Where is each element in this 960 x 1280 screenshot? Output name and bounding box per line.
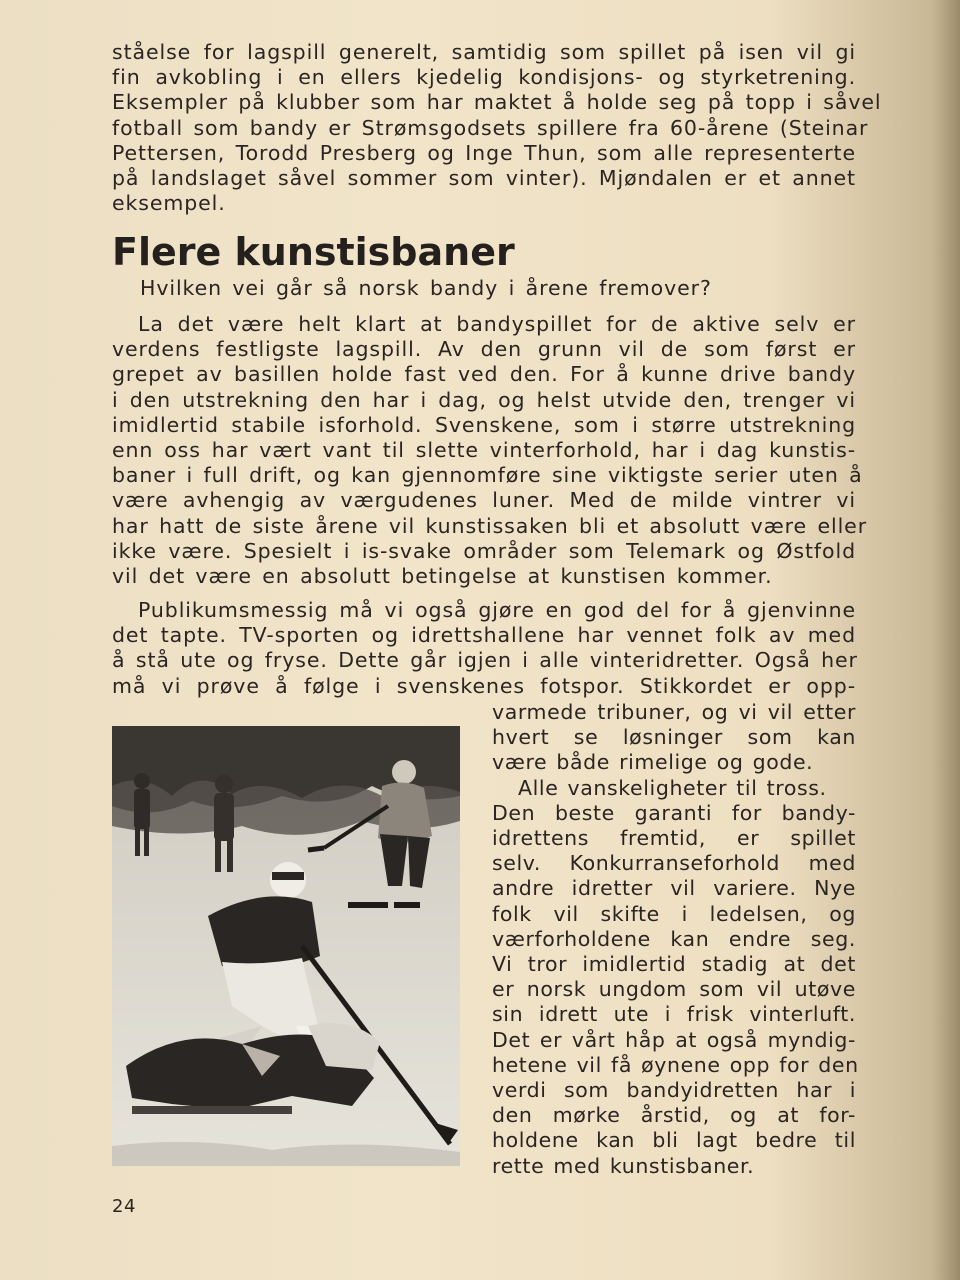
text-line: Eksempler på klubber som har maktet å holde seg på topp i såvel	[112, 90, 882, 115]
text-line: Det er vårt håp at også myndig-	[492, 1027, 856, 1052]
text-line: hetene vil få øynene opp for den	[492, 1052, 859, 1077]
text-line: ikke være. Spesielt i is-svake områder som Telemark og Østfold	[112, 538, 856, 563]
intro-question: Hvilken vei går så norsk bandy i årene fremover?	[140, 276, 712, 300]
text-line: holdene kan bli lagt bedre til	[492, 1128, 856, 1153]
section-heading: Flere kunstisbaner	[112, 230, 515, 274]
text-line: eksempel.	[112, 191, 226, 216]
text-line: Publikumsmessig må vi også gjøre en god del for å gjenvinne	[138, 598, 856, 622]
bandy-match-photo	[112, 726, 460, 1166]
text-line: rette med kunstisbaner.	[492, 1153, 755, 1178]
text-line: værforholdene kan endre seg.	[492, 926, 856, 951]
text-line: fotball som bandy er Strømsgodsets spillere fra 60-årene (Steinar	[112, 115, 869, 140]
text-line: Pettersen, Torodd Presberg og Inge Thun, som alle representerte	[112, 140, 856, 165]
text-line: baner i full drift, og kan gjennomføre sine viktigste serier uten å	[112, 463, 863, 488]
text-line: være både rimelige og gode.	[492, 750, 814, 775]
text-line: vil det være en absolutt betingelse at kunstisen kommer.	[112, 564, 773, 589]
text-line: grepet av basillen holde fast ved den. For å kunne drive bandy	[112, 362, 856, 387]
text-line: på landslaget såvel sommer som vinter). Mjøndalen er et annet	[112, 166, 856, 191]
paragraph-audience	[112, 598, 856, 699]
text-line: Vi tror imidlertid stadig at det	[492, 952, 856, 977]
text-line: La det være helt klart at bandyspillet for de aktive selv er	[138, 312, 856, 336]
text-line: sin idrett ute i frisk vinterluft.	[492, 1002, 856, 1027]
page-number: 24	[112, 1196, 136, 1217]
text-line: den mørke årstid, og at for-	[492, 1103, 856, 1128]
text-line: må vi prøve å følge i svenskenes fotspor. Stikkordet er opp-	[112, 673, 856, 698]
text-line: ståelse for lagspill generelt, samtidig som spillet på isen vil gi	[112, 40, 856, 64]
text-line: har hatt de siste årene vil kunstissaken bli et absolutt være eller	[112, 513, 868, 538]
text-line: er norsk ungdom som vil utøve	[492, 977, 856, 1002]
text-line: verdens festligste lagspill. Av den grunn vil de som først er	[112, 337, 856, 362]
text-line: å stå ute og fryse. Dette går igjen i alle vinteridretter. Også her	[112, 648, 858, 673]
text-line: hvert se løsninger som kan	[492, 725, 856, 750]
text-line: det tapte. TV-sporten og idrettshallene har vennet folk av med	[112, 623, 856, 648]
text-line: være avhengig av værgudenes luner. Med de milde vintrer vi	[112, 488, 856, 513]
text-line: folk vil skifte i ledelsen, og	[492, 901, 856, 926]
text-line: Alle vanskeligheter til tross.	[518, 775, 827, 800]
text-line: varmede tribuner, og vi vil etter	[492, 700, 856, 724]
opening-paragraph	[112, 40, 882, 216]
text-line: selv. Konkurranseforhold med	[492, 851, 856, 876]
text-line: andre idretter vil variere. Nye	[492, 876, 856, 901]
text-line: idrettens fremtid, er spillet	[492, 826, 856, 851]
text-line: Den beste garanti for bandy-	[492, 800, 856, 825]
right-column-text	[492, 700, 859, 1179]
text-line: i den utstrekning den har i dag, og helst utvide den, trenger vi	[112, 387, 856, 412]
text-line: fin avkobling i en ellers kjedelig kondisjons- og styrketrening.	[112, 65, 856, 90]
text-line: enn oss har vært vant til slette vinterforhold, har i dag kunstis-	[112, 438, 856, 463]
paragraph-artificial-ice	[112, 312, 868, 589]
text-line: imidlertid stabile isforhold. Svenskene, som i større utstrekning	[112, 412, 856, 437]
text-line: verdi som bandyidretten har i	[492, 1078, 856, 1103]
